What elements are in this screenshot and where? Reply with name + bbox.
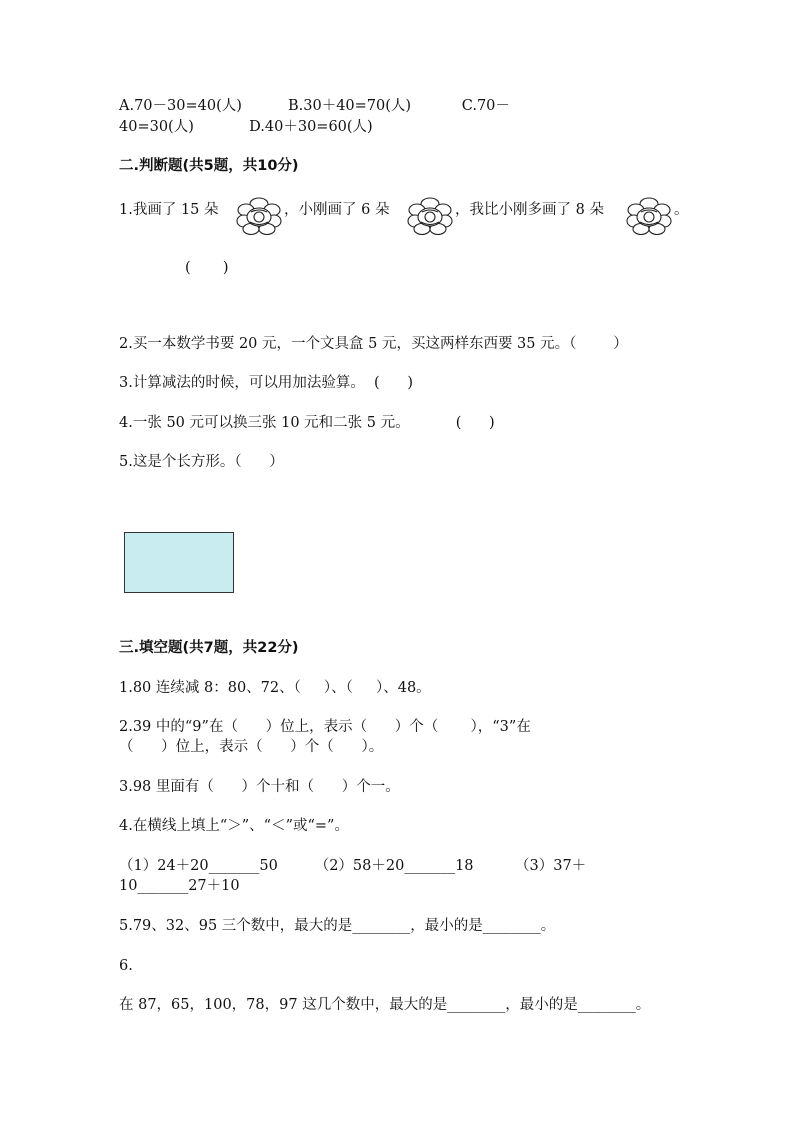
fill-q2-line2: （ ）位上，表示（ ）个（ ）。	[119, 739, 384, 755]
judge-q1-part2: ，小刚画了 6 朵	[284, 202, 390, 218]
fill-q6: 在 87，65，100，78，97 这几个数中，最大的是________，最小的是________。	[119, 997, 651, 1013]
fill-q4-subitems-line2: 10_______27＋10	[119, 878, 240, 894]
judge-q1-part1: 1.我画了 15 朵	[119, 202, 219, 218]
judge-q3: 3.计算减法的时候，可以用加法验算。 ( )	[119, 375, 414, 391]
choice-options-line2: 40=30(人) D.40＋30=60(人)	[119, 119, 373, 135]
flower-icon	[626, 196, 672, 236]
flower-icon	[407, 196, 453, 236]
fill-q5: 5.79、32、95 三个数中，最大的是________，最小的是________。	[119, 918, 556, 934]
judge-q4: 4.一张 50 元可以换三张 10 元和二张 5 元。 ( )	[119, 415, 495, 431]
fill-q2-line1: 2.39 中的“9”在（ ）位上，表示（ ）个（ ），“3”在	[119, 719, 531, 735]
rectangle-figure	[124, 532, 234, 593]
judge-q2: 2.买一本数学书要 20 元，一个文具盒 5 元，买这两样东西要 35 元。（ ）	[119, 336, 628, 352]
section-heading-fill-blank: 三.填空题(共7题，共22分)	[119, 640, 299, 656]
section-heading-judgement: 二.判断题(共5题，共10分)	[119, 158, 299, 174]
fill-q6-label: 6.	[119, 958, 133, 974]
flower-icon	[236, 196, 282, 236]
fill-q1: 1.80 连续减 8：80、72、（ ）、（ ）、48。	[119, 680, 431, 696]
choice-options-line1: A.70－30=40(人) B.30＋40=70(人) C.70－	[119, 98, 510, 114]
fill-q4-subitems-line1: （1）24＋20_______50 （2）58＋20_______18 （3）37＋	[119, 858, 587, 874]
fill-q3: 3.98 里面有（ ）个十和（ ）个一。	[119, 779, 400, 795]
fill-q4: 4.在横线上填上“＞”、“＜”或“=”。	[119, 818, 349, 834]
judge-q1-part4: 。	[674, 202, 689, 218]
judge-q1-part3: ，我比小刚多画了 8 朵	[455, 202, 604, 218]
judge-q5: 5.这是个长方形。（ ）	[119, 454, 284, 470]
judge-q1-answer-paren[interactable]: ( )	[185, 260, 229, 276]
